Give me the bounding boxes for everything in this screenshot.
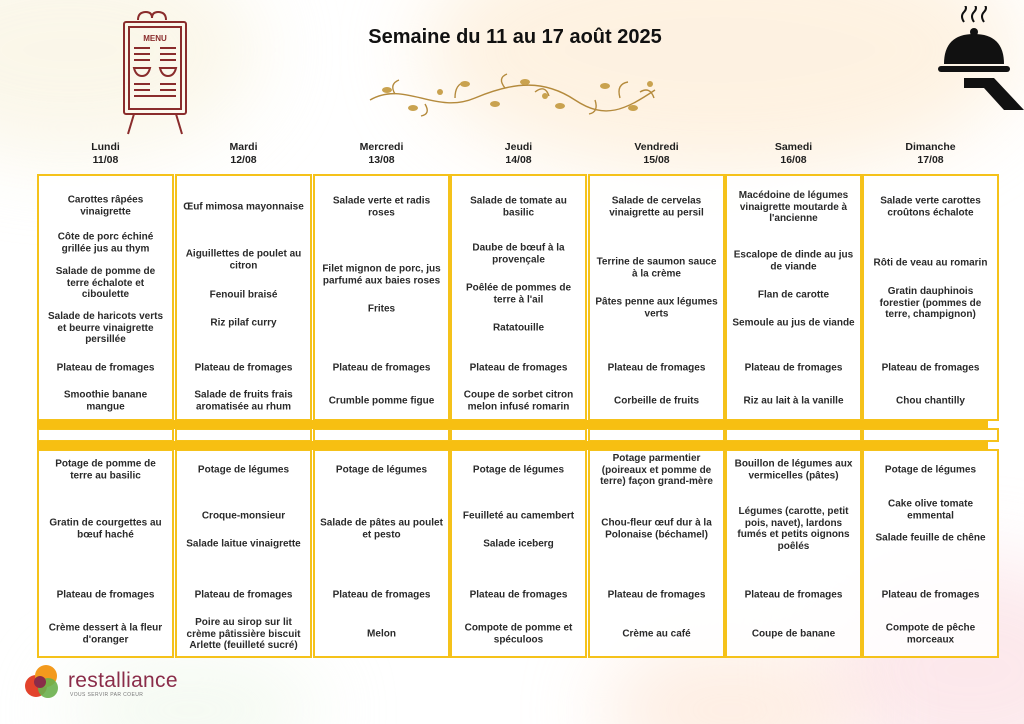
- dinner-dish-vendredi: Crème au café: [622, 628, 691, 640]
- lunch-dish-lundi: Smoothie banane mangue: [63, 389, 148, 412]
- dinner-dish-mercredi: Melon: [367, 628, 396, 640]
- dinner-dish-dimanche: Compote de pêche morceaux: [885, 622, 976, 645]
- dinner-dish-samedi: Coupe de banane: [751, 628, 836, 640]
- day-header-dimanche: [862, 141, 999, 167]
- dinner-dish-vendredi: Plateau de fromages: [607, 589, 706, 601]
- dinner-dish-lundi: Plateau de fromages: [56, 589, 155, 601]
- lunch-dish-mercredi: Crumble pomme figue: [328, 395, 435, 407]
- lunch-dish-dimanche: Gratin dauphinois forestier (pommes de terre, champignon): [879, 285, 982, 320]
- lunch-dish-mercredi: Plateau de fromages: [332, 362, 431, 374]
- lunch-dish-jeudi: Ratatouille: [492, 322, 545, 334]
- gap-cell-mardi: [175, 428, 312, 442]
- dinner-dish-dimanche: Plateau de fromages: [881, 589, 980, 601]
- lunch-dish-mardi: Œuf mimosa mayonnaise: [183, 201, 304, 213]
- lunch-dish-vendredi: Pâtes penne aux légumes verts: [595, 296, 718, 319]
- menu-sign-label: MENU: [143, 34, 167, 43]
- day-header-mardi: [175, 141, 312, 167]
- dinner-dish-lundi: Gratin de courgettes au bœuf haché: [49, 517, 162, 540]
- day-header-lundi: [37, 141, 174, 167]
- lunch-dish-vendredi: Plateau de fromages: [607, 362, 706, 374]
- lunch-dish-samedi: Semoule au jus de viande: [732, 317, 855, 329]
- day-date: 14/08: [505, 154, 532, 166]
- dinner-dish-lundi: Potage de pomme de terre au basilic: [55, 458, 156, 481]
- day-header-jeudi: [450, 141, 587, 167]
- gap-cell-jeudi: [450, 428, 587, 442]
- dinner-dish-mardi: Plateau de fromages: [194, 589, 293, 601]
- lunch-dish-samedi: Flan de carotte: [757, 289, 830, 301]
- lunch-dish-mercredi: Frites: [367, 303, 396, 315]
- menu-board-icon: [120, 8, 190, 138]
- lunch-dish-jeudi: Poêlée de pommes de terre à l'ail: [465, 282, 572, 305]
- gap-cell-samedi: [725, 428, 862, 442]
- dinner-dish-mardi: Salade laitue vinaigrette: [186, 538, 301, 550]
- lunch-dish-samedi: Riz au lait à la vanille: [743, 395, 844, 407]
- day-header-samedi: [725, 141, 862, 167]
- day-name: Dimanche: [905, 141, 956, 153]
- lunch-dish-mardi: Riz pilaf curry: [210, 317, 277, 329]
- day-name: Mardi: [229, 141, 258, 153]
- day-header-mercredi: [313, 141, 450, 167]
- lunch-dish-vendredi: Salade de cervelas vinaigrette au persil: [609, 195, 704, 218]
- dinner-dish-samedi: Bouillon de légumes aux vermicelles (pâtes): [734, 458, 853, 481]
- lunch-dish-mardi: Plateau de fromages: [194, 362, 293, 374]
- day-name: Mercredi: [359, 141, 404, 153]
- gap-cell-lundi: [37, 428, 174, 442]
- dinner-dish-mardi: Croque-monsieur: [201, 510, 286, 522]
- day-date: 17/08: [917, 154, 944, 166]
- lunch-dish-samedi: Plateau de fromages: [744, 362, 843, 374]
- restalliance-logo-icon: [24, 664, 62, 700]
- dinner-dish-jeudi: Salade iceberg: [483, 538, 554, 550]
- dinner-dish-vendredi: Potage parmentier (poireaux et pomme de terre) façon grand-mère: [600, 452, 713, 487]
- day-date: 16/08: [780, 154, 807, 166]
- gap-cell-dimanche: [862, 428, 999, 442]
- lunch-dish-samedi: Macédoine de légumes vinaigrette moutarde à l'ancienne: [738, 189, 849, 224]
- lunch-dish-vendredi: Corbeille de fruits: [613, 395, 699, 407]
- page-title: Semaine du 11 au 17 août 2025: [368, 26, 662, 48]
- cloche-serving-icon: [934, 6, 1024, 110]
- day-date: 13/08: [368, 154, 395, 166]
- lunch-dish-dimanche: Plateau de fromages: [881, 362, 980, 374]
- dinner-dish-jeudi: Feuilleté au camembert: [462, 510, 575, 522]
- day-date: 11/08: [92, 154, 119, 166]
- dinner-dish-mercredi: Potage de légumes: [335, 464, 428, 476]
- day-date: 15/08: [643, 154, 670, 166]
- lunch-dish-mercredi: Filet mignon de porc, jus parfumé aux baies roses: [322, 263, 441, 286]
- dinner-dish-mercredi: Salade de pâtes au poulet et pesto: [320, 517, 443, 540]
- lunch-dish-jeudi: Coupe de sorbet citron melon infusé romarin: [463, 389, 574, 412]
- dinner-dish-jeudi: Potage de légumes: [472, 464, 565, 476]
- dinner-dish-mardi: Poire au sirop sur lit crème pâtissière biscuit Arlette (feuilleté sucré): [186, 616, 301, 651]
- dinner-cell-mercredi: [313, 449, 450, 658]
- lunch-dish-dimanche: Chou chantilly: [896, 395, 965, 407]
- floral-garland-icon: [365, 70, 660, 120]
- brand-tagline: VOUS SERVIR PAR COEUR: [70, 692, 144, 698]
- day-header-vendredi: [588, 141, 725, 167]
- dinner-dish-vendredi: Chou-fleur œuf dur à la Polonaise (béchamel): [601, 517, 712, 540]
- dinner-dish-samedi: Plateau de fromages: [744, 589, 843, 601]
- lunch-dish-jeudi: Daube de bœuf à la provençale: [472, 242, 565, 265]
- dinner-dish-samedi: Légumes (carotte, petit pois, navet), lardons fumés et petits oignons poêlés: [737, 506, 850, 552]
- day-date: 12/08: [230, 154, 257, 166]
- lunch-dish-samedi: Escalope de dinde au jus de viande: [733, 249, 854, 272]
- lunch-dish-jeudi: Salade de tomate au basilic: [470, 195, 567, 218]
- lunch-dish-mardi: Salade de fruits frais aromatisée au rhum: [194, 389, 293, 412]
- dinner-dish-jeudi: Compote de pomme et spéculoos: [464, 622, 573, 645]
- dinner-dish-dimanche: Cake olive tomate emmental: [887, 498, 974, 521]
- lunch-dish-lundi: Salade de pomme de terre échalote et ciboulette: [55, 265, 156, 300]
- lunch-dish-jeudi: Plateau de fromages: [469, 362, 568, 374]
- dinner-dish-mardi: Potage de légumes: [197, 464, 290, 476]
- dinner-dish-dimanche: Potage de légumes: [884, 464, 977, 476]
- lunch-dish-vendredi: Terrine de saumon sauce à la crème: [596, 256, 717, 279]
- day-name: Lundi: [91, 141, 120, 153]
- day-name: Vendredi: [634, 141, 679, 153]
- brand-name: restalliance: [68, 669, 178, 692]
- lunch-dish-lundi: Carottes râpées vinaigrette: [67, 194, 144, 217]
- separator-bar-bottom: [37, 441, 988, 450]
- dinner-dish-dimanche: Salade feuille de chêne: [875, 532, 986, 544]
- day-name: Jeudi: [504, 141, 533, 153]
- lunch-dish-mercredi: Salade verte et radis roses: [332, 195, 431, 218]
- lunch-dish-mardi: Aiguillettes de poulet au citron: [185, 248, 302, 271]
- dinner-dish-lundi: Crème dessert à la fleur d'oranger: [48, 622, 163, 645]
- lunch-dish-dimanche: Rôti de veau au romarin: [873, 257, 988, 269]
- day-name: Samedi: [774, 141, 813, 153]
- lunch-dish-lundi: Salade de haricots verts et beurre vinaigrette persillée: [47, 310, 164, 345]
- lunch-dish-mardi: Fenouil braisé: [209, 289, 278, 301]
- separator-bar-top: [37, 420, 988, 429]
- lunch-dish-dimanche: Salade verte carottes croûtons échalote: [880, 195, 981, 218]
- dinner-dish-jeudi: Plateau de fromages: [469, 589, 568, 601]
- gap-cell-vendredi: [588, 428, 725, 442]
- gap-cell-mercredi: [313, 428, 450, 442]
- lunch-dish-lundi: Plateau de fromages: [56, 362, 155, 374]
- dinner-dish-mercredi: Plateau de fromages: [332, 589, 431, 601]
- lunch-dish-lundi: Côte de porc échiné grillée jus au thym: [57, 231, 154, 254]
